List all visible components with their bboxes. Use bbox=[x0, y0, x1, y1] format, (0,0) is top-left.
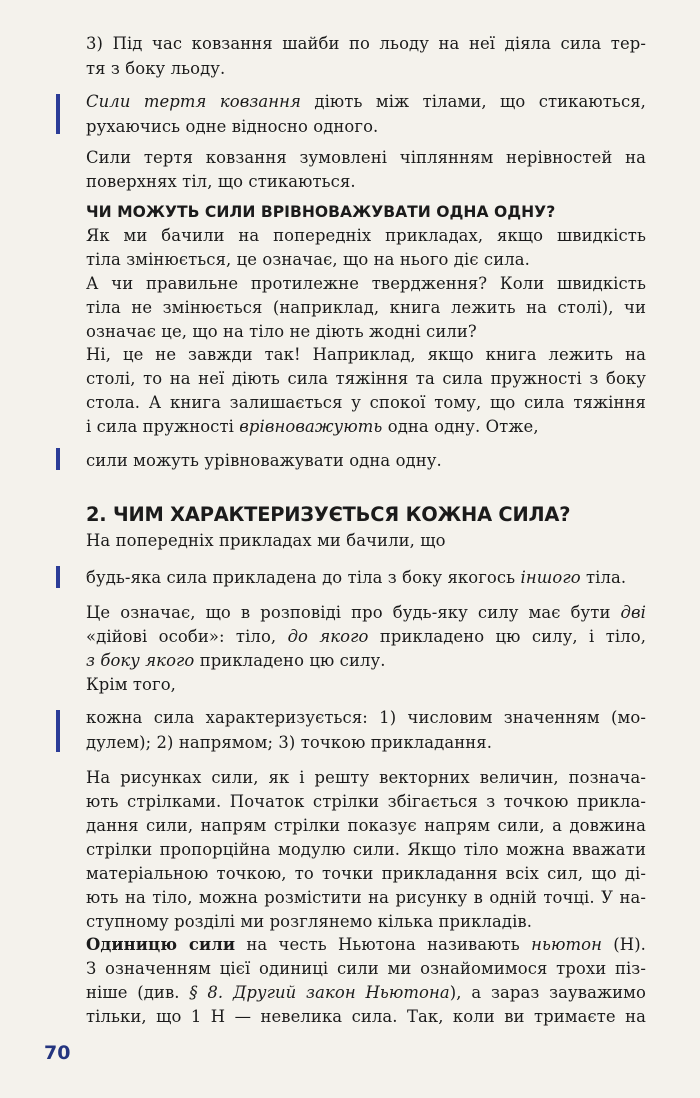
line: дулем); 2) напрямом; 3) точкою прикладання. bbox=[86, 733, 493, 752]
bold-term: Одиницю сили bbox=[86, 935, 236, 954]
paragraph-9-line-4 bbox=[86, 838, 646, 863]
line: тіла. bbox=[580, 568, 627, 587]
term: Сили тертя ковзання bbox=[86, 92, 302, 111]
line: З означенням цієї одиниці сили ми ознайомимося трохи піз- bbox=[86, 959, 646, 978]
paragraph-2-end bbox=[86, 170, 646, 195]
definition-4 bbox=[86, 706, 646, 731]
line: означає це, що на тіло не діють жодні сили? bbox=[86, 322, 477, 341]
paragraph-5-line-2 bbox=[86, 367, 646, 392]
paragraph-5-end bbox=[86, 415, 646, 440]
line: тіла не змінюється (наприклад, книга лежить на столі), чи bbox=[86, 298, 646, 317]
line: Крім того, bbox=[86, 675, 176, 694]
line: ють на тіло, можна розмістити на рисунку в одній точці. У на- bbox=[86, 888, 646, 907]
paragraph-4-line-2 bbox=[86, 296, 646, 321]
line: одна одну. Отже, bbox=[382, 417, 539, 436]
line: Як ми бачили на попередніх прикладах, якщо швидкість bbox=[86, 226, 646, 245]
page-number: 70 bbox=[44, 1042, 71, 1064]
line: (Н). bbox=[602, 935, 646, 954]
line: А чи правильне протилежне твердження? Коли швидкість bbox=[86, 274, 646, 293]
subheading: ЧИ МОЖУТЬ СИЛИ ВРІВНОВАЖУВАТИ ОДНА ОДНУ? bbox=[86, 203, 556, 221]
paragraph-4 bbox=[86, 272, 646, 297]
paragraph-9-end bbox=[86, 910, 646, 935]
line: і сила пружності bbox=[86, 417, 240, 436]
line: будь-яка сила прикладена до тіла з боку якогось bbox=[86, 568, 521, 587]
paragraph-9-line-6 bbox=[86, 886, 646, 911]
paragraph-9-line-3 bbox=[86, 814, 646, 839]
line: дання сили, напрям стрілки показує напрям сили, а довжина bbox=[86, 816, 646, 835]
paragraph-5 bbox=[86, 343, 646, 368]
definition-1 bbox=[86, 90, 646, 115]
line: ють стрілками. Початок стрілки збігається з точкою прикла- bbox=[86, 792, 646, 811]
emphasis: ньютон bbox=[531, 935, 603, 954]
line: тіла змінюється, це означає, що на нього діє сила. bbox=[86, 250, 530, 269]
line: кожна сила характеризується: 1) числовим значенням (мо- bbox=[86, 708, 646, 727]
paragraph-3 bbox=[86, 224, 646, 249]
paragraph-4-end bbox=[86, 320, 646, 345]
paragraph-3-end bbox=[86, 248, 646, 273]
emphasis: з боку якого bbox=[86, 651, 195, 670]
paragraph-9-line-5 bbox=[86, 862, 646, 887]
line: стрілки пропорційна модулю сили. Якщо тіло можна вважати bbox=[86, 840, 646, 859]
paragraph-1 bbox=[86, 32, 646, 57]
paragraph-6 bbox=[86, 529, 646, 554]
cross-reference: § 8. Другий закон Ньютона bbox=[189, 983, 450, 1002]
emphasis: іншого bbox=[520, 568, 581, 587]
paragraph-9-line-2 bbox=[86, 790, 646, 815]
line: діють між тілами, що стикаються, bbox=[301, 92, 646, 111]
line: ), а зараз зауважимо bbox=[449, 983, 647, 1002]
line: На рисунках сили, як і решту векторних величин, познача- bbox=[86, 768, 646, 787]
definition-marker-bar bbox=[56, 448, 60, 470]
line: рухаючись одне відносно одного. bbox=[86, 117, 379, 136]
emphasis: дві bbox=[620, 603, 646, 622]
line: поверхнях тіл, що стикаються. bbox=[86, 172, 356, 191]
section-heading: 2. ЧИМ ХАРАКТЕРИЗУЄТЬСЯ КОЖНА СИЛА? bbox=[86, 503, 571, 526]
line: прикладено цю силу. bbox=[194, 651, 386, 670]
paragraph-1-end bbox=[86, 57, 646, 82]
paragraph-7-line-2 bbox=[86, 625, 646, 650]
emphasis: до якого bbox=[287, 627, 369, 646]
paragraph-10-line-3 bbox=[86, 981, 646, 1006]
line: ступному розділі ми розглянемо кілька прикладів. bbox=[86, 912, 533, 931]
definition-4-end bbox=[86, 731, 646, 756]
emphasis: врівноважують bbox=[239, 417, 383, 436]
line: прикладено цю силу, і тіло, bbox=[368, 627, 647, 646]
line: 3) Під час ковзання шайби по льоду на неї діяла сила тер- bbox=[86, 34, 646, 53]
line: тільки, що 1 Н — невелика сила. Так, коли ви тримаєте на bbox=[86, 1007, 646, 1026]
line: на честь Ньютона називають bbox=[235, 935, 532, 954]
line: стола. А книга залишається у спокої тому, що сила тяжіння bbox=[86, 393, 646, 412]
paragraph-5-line-3 bbox=[86, 391, 646, 416]
line: Ні, це не завжди так! Наприклад, якщо книга лежить на bbox=[86, 345, 646, 364]
definition-marker-bar bbox=[56, 566, 60, 588]
definition-marker-bar bbox=[56, 710, 60, 752]
paragraph-8 bbox=[86, 673, 646, 698]
line: столі, то на неї діють сила тяжіння та сила пружності з боку bbox=[86, 369, 646, 388]
definition-1-end bbox=[86, 115, 646, 140]
line: сили можуть урівноважувати одна одну. bbox=[86, 451, 442, 470]
line: тя з боку льоду. bbox=[86, 59, 226, 78]
definition-2 bbox=[86, 449, 646, 474]
definition-3 bbox=[86, 566, 646, 591]
paragraph-10 bbox=[86, 933, 646, 958]
paragraph-2 bbox=[86, 146, 646, 171]
line: «дійові особи»: тіло, bbox=[86, 627, 288, 646]
line: Це означає, що в розповіді про будь-яку силу має бути bbox=[86, 603, 621, 622]
line: Сили тертя ковзання зумовлені чіплянням нерівностей на bbox=[86, 148, 646, 167]
line: На попередніх прикладах ми бачили, що bbox=[86, 531, 446, 550]
paragraph-9 bbox=[86, 766, 646, 791]
line: матеріальною точкою, то точки прикладання всіх сил, що ді- bbox=[86, 864, 646, 883]
line: ніше (див. bbox=[86, 983, 190, 1002]
paragraph-7-end bbox=[86, 649, 646, 674]
paragraph-7 bbox=[86, 601, 646, 626]
definition-marker-bar bbox=[56, 94, 60, 134]
paragraph-10-line-4 bbox=[86, 1005, 646, 1030]
paragraph-10-line-2 bbox=[86, 957, 646, 982]
